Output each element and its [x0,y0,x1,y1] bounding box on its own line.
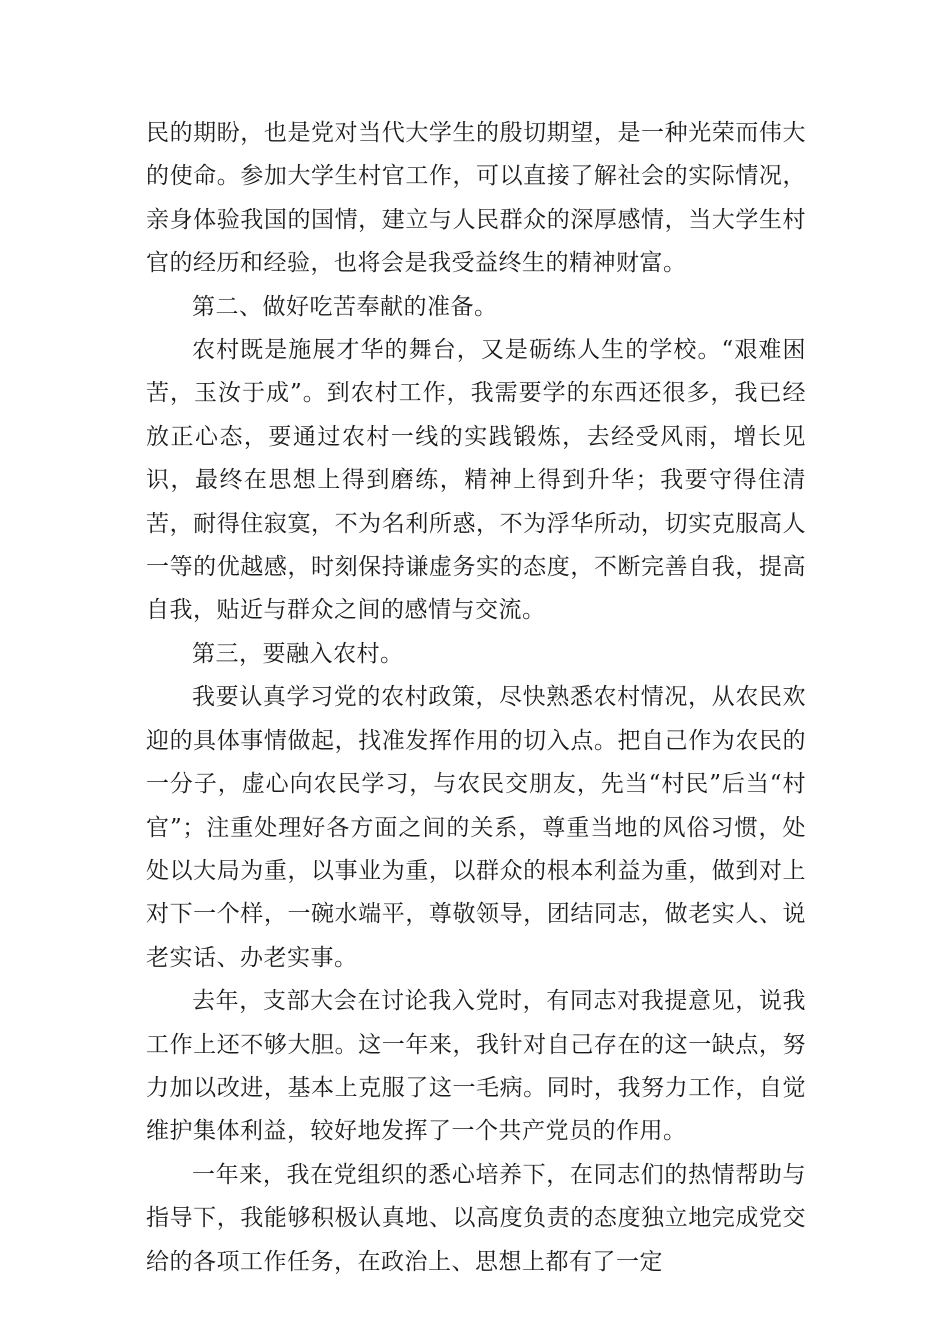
section-heading-second: 第二、做好吃苦奉献的准备。 [192,293,498,320]
paragraph-hardship: 农村既是施展才华的舞台，又是砺练人生的学校。“艰难困苦，玉汝于成”。到农村工作，我需要学的东西还很多，我已经放正心态，要通过农村一线的实践锻炼，去经受风雨，增长见识，最终在思想上得到磨练，精神上得到升华；我要守得住清苦，耐得住寂寞，不为名利所惑，不为浮华所动，切实克服高人一等的优越感，时刻保持谦虚务实的态度，不断完善自我，提高自我，贴近与群众之间的感情与交流。 [146,337,806,624]
paragraph-last-year: 去年，支部大会在讨论我入党时，有同志对我提意见，说我工作上还不够大胆。这一年来，我针对自己存在的这一缺点，努力加以改进，基本上克服了这一毛病。同时，我努力工作，自觉维护集体利益，较好地发挥了一个共产党员的作用。 [146,988,806,1145]
paragraph-continuation: 民的期盼，也是党对当代大学生的殷切期望，是一种光荣而伟大的使命。参加大学生村官工作，可以直接了解社会的实际情况，亲身体验我国的国情，建立与人民群众的深厚感情，当大学生村官的经历和经验，也将会是我受益终生的精神财富。 [146,120,806,277]
paragraph-one-year: 一年来，我在党组织的悉心培养下，在同志们的热情帮助与指导下，我能够积极认真地、以高度负责的态度独立地完成党交给的各项工作任务，在政治上、思想上都有了一定 [146,1161,806,1275]
document-body [146,112,806,1284]
section-heading-third: 第三，要融入农村。 [192,640,404,667]
paragraph-integrate-village: 我要认真学习党的农村政策，尽快熟悉农村情况，从农民欢迎的具体事情做起，找准发挥作用的切入点。把自己作为农民的一分子，虚心向农民学习，与农民交朋友，先当“村民”后当“村官”；注重处理好各方面之间的关系，尊重当地的风俗习惯，处处以大局为重，以事业为重，以群众的根本利益为重，做到对上对下一个样，一碗水端平，尊敬领导，团结同志，做老实人、说老实话、办老实事。 [146,684,806,971]
